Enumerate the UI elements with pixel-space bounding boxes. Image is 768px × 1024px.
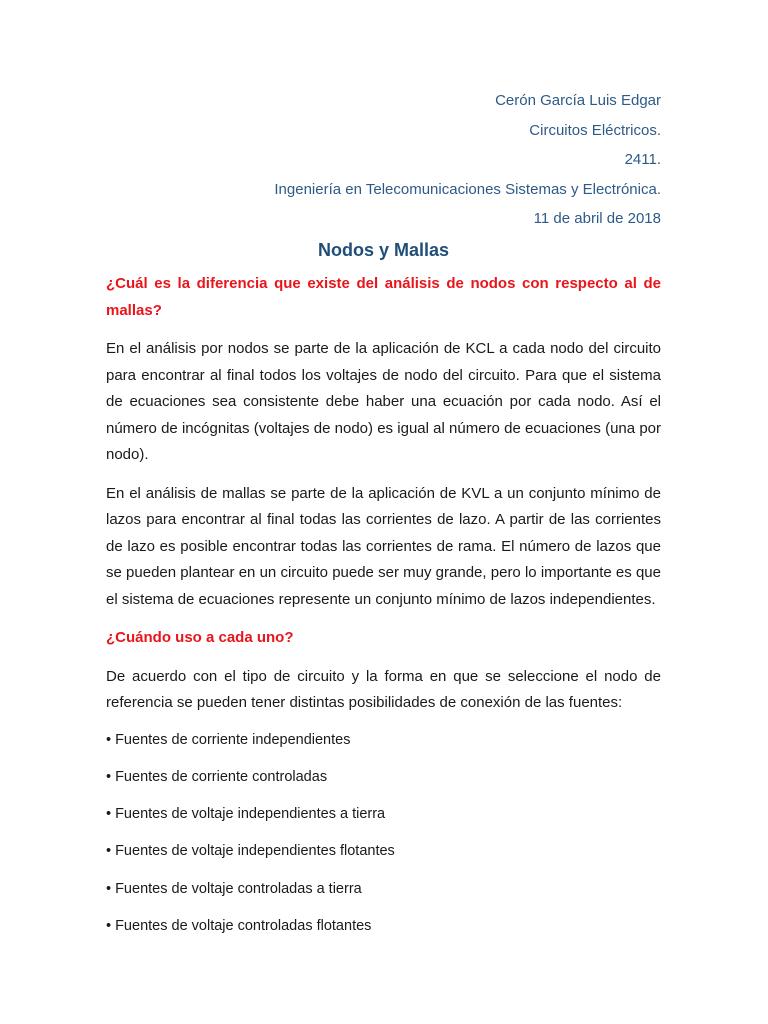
bullet-icon: • [106, 731, 112, 748]
document-body [106, 271, 661, 952]
list-item-text: Fuentes de voltaje independientes a tierra [115, 806, 386, 823]
bullet-icon: • [106, 917, 112, 934]
list-item-text: Fuentes de voltaje controladas a tierra [115, 880, 362, 897]
question-heading: ¿Cuándo uso a cada uno? [106, 629, 294, 646]
paragraph: De acuerdo con el tipo de circuito y la forma en que se seleccione el nodo de referencia se pueden tener distintas posibilidades de conexión de las fuentes: [106, 667, 661, 711]
document-date: 11 de abril de 2018 [533, 210, 661, 227]
bullet-icon: • [106, 806, 112, 823]
list-item [106, 766, 661, 803]
bullet-icon: • [106, 843, 112, 860]
list-item [106, 803, 661, 840]
list-item [106, 840, 661, 877]
paragraph: En el análisis de mallas se parte de la aplicación de KVL a un conjunto mínimo de lazos para encontrar al final todas las corrientes de lazo. A partir de las corrientes de lazo es posible encontrar todas las corrientes de rama. El número de lazos que se pueden plantear en un circuito puede ser muy grande, pero lo importante es que el sistema de ecuaciones represente un conjunto mínimo de lazos independientes. [106, 484, 661, 608]
question-heading: ¿Cuál es la diferencia que existe del análisis de nodos con respecto al de mallas? [106, 275, 661, 319]
list-item [106, 915, 661, 952]
paragraph: En el análisis por nodos se parte de la aplicación de KCL a cada nodo del circuito para encontrar al final todos los voltajes de nodo del circuito. Para que el sistema de ecuaciones sea consistente debe haber una ecuación por cada nodo. Así el número de incógnitas (voltajes de nodo) es igual al número de ecuaciones (una por nodo). [106, 340, 661, 463]
bullet-icon: • [106, 880, 112, 897]
course-name: Circuitos Eléctricos. [529, 121, 661, 139]
source-types-list [106, 729, 661, 953]
program-name: Ingeniería en Telecomunicaciones Sistemas y Electrónica. [274, 180, 661, 198]
list-item-text: Fuentes de corriente controladas [115, 768, 328, 785]
document-title: Nodos y Mallas [317, 240, 450, 260]
list-item-text: Fuentes de voltaje controladas flotantes [115, 917, 372, 934]
list-item-text: Fuentes de voltaje independientes flotantes [115, 843, 395, 860]
list-item [106, 878, 661, 915]
group-number: 2411. [624, 151, 661, 168]
list-item-text: Fuentes de corriente independientes [115, 731, 351, 748]
list-item [106, 729, 661, 766]
author-name: Cerón García Luis Edgar [495, 92, 661, 109]
document-header [106, 90, 661, 238]
bullet-icon: • [106, 768, 112, 785]
